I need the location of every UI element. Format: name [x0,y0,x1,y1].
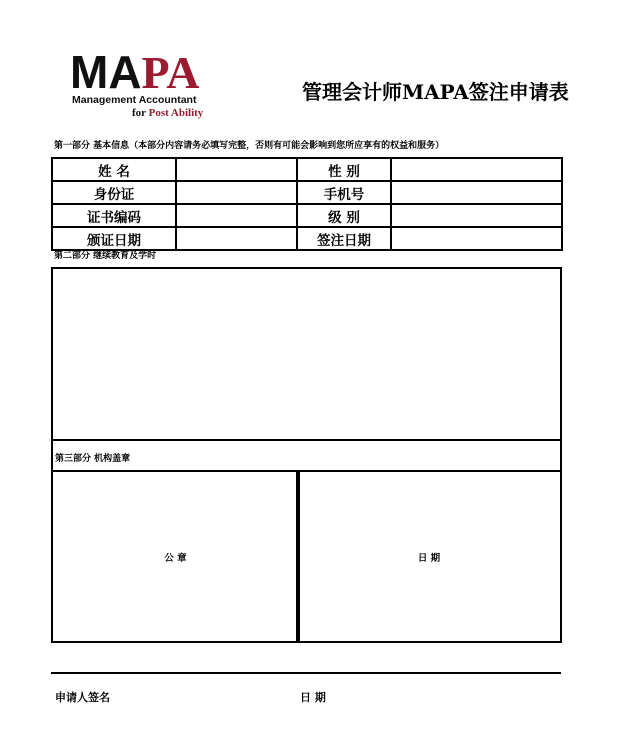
seal-date-box[interactable] [296,470,562,643]
section2-header: 第二部分 继续教育及学时 [54,251,157,261]
label-gender: 性 别 [297,158,391,181]
continuing-education-box[interactable] [51,267,562,441]
field-level[interactable] [391,204,562,227]
mapa-logo [70,46,240,122]
field-certificate-code[interactable] [176,204,297,227]
field-issue-date[interactable] [176,227,297,250]
label-level: 级 别 [297,204,391,227]
table-row [52,158,562,181]
official-seal-box[interactable] [51,470,300,643]
section1-header: 第一部分 基本信息（本部分内容请务必填写完整，否则有可能会影响到您所应享有的权益和服务） [54,141,445,151]
logo-tagline-post-ability: Post Ability [148,107,204,119]
label-certificate-code: 证书编码 [52,204,176,227]
signature-divider [51,672,561,674]
label-name: 姓 名 [52,158,176,181]
logo-tagline-line1: Management Accountant [72,94,197,106]
logo-tagline-line2 [132,107,203,119]
field-id-card[interactable] [176,181,297,204]
basic-info-table [51,157,563,251]
field-phone[interactable] [391,181,562,204]
field-gender[interactable] [391,158,562,181]
signature-date-label: 日 期 [300,691,326,704]
field-name[interactable] [176,158,297,181]
label-id-card: 身份证 [52,181,176,204]
logo-letters-pa: PA [141,47,200,98]
table-row [52,227,562,250]
logo-wordmark [70,46,200,98]
section3-header: 第三部分 机构盖章 [55,454,131,464]
applicant-signature-label: 申请人签名 [55,691,110,704]
label-issue-date: 颁证日期 [52,227,176,250]
form-title: 管理会计师MAPA签注申请表 [302,80,569,104]
seal-label: 公 章 [164,553,187,564]
logo-tagline-for: for [132,107,149,119]
label-phone: 手机号 [297,181,391,204]
label-endorsement-date: 签注日期 [297,227,391,250]
section3-header-row [51,439,562,472]
table-row [52,181,562,204]
seal-date-label: 日 期 [417,553,441,564]
table-row [52,204,562,227]
field-endorsement-date[interactable] [391,227,562,250]
logo-letters-ma: MA [70,46,142,98]
